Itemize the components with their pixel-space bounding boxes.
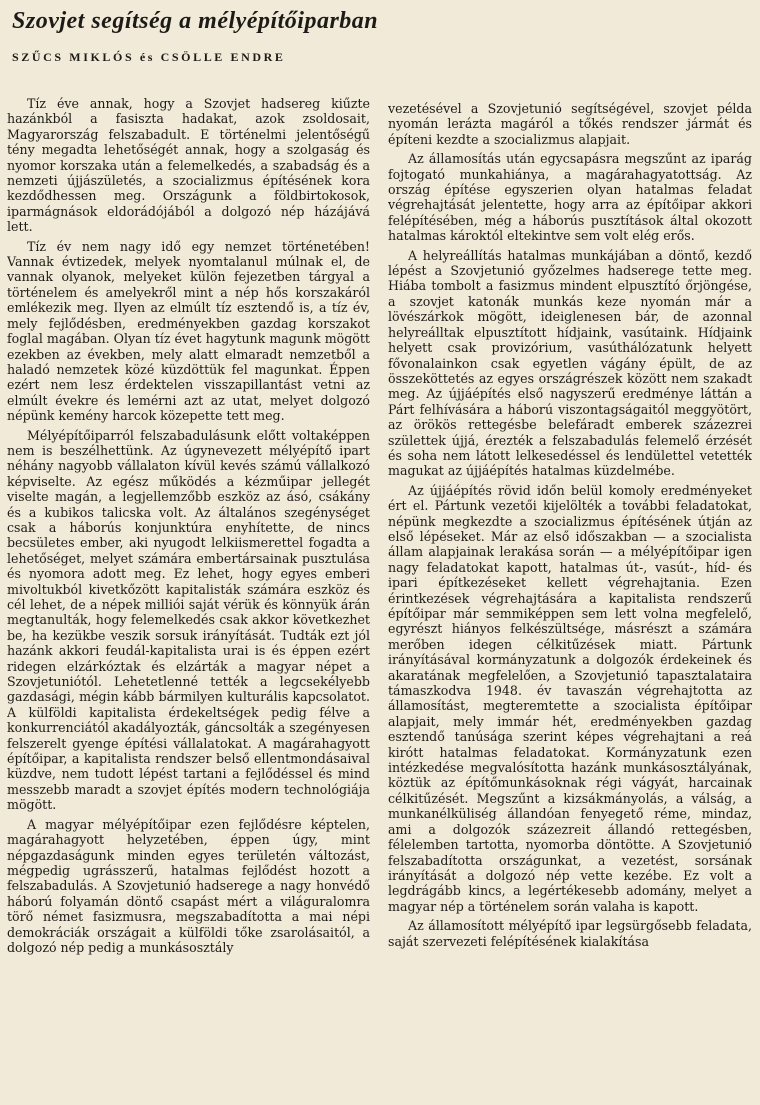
paragraph: A magyar mélyépítőipar ezen fejlődésre képtelen, magárahagyott helyzetében, éppen úgy, mint népgazdaságunk minden egyes területén változást, mégpedig ugrásszerű, hatalmas fejlődést hozott a felszabadulás. A Szovjetunió hadserege a nagy honvédő háború folyamán döntő csapást mért a világuralomra törő német fasizmusra, megszabadította a mai népi demokráciák országait a külföldi tőke zsarolásaitól, a dolgozó nép pedig a munkásosztály xyxy=(7,816,370,955)
article-title: Szovjet segítség a mélyépítőiparban xyxy=(12,8,379,34)
paragraph: Mélyépítőiparról felszabadulásunk előtt voltaképpen nem is beszélhettünk. Az úgynevezett mélyépítő ipart néhány nagyobb vállalaton kívül kevés számú vállalkozó képviselte. Az egész működés a kézműipar jellegét viselte magán, a legjellemzőbb eszköz az ásó, csákány és a kubikos talicska volt. Az általános szegénységet csak a háborús konjunktúra enyhítette, de nincs becsületes ember, aki nyugodt lelkiismerettel fogadta a lehetőséget, melyet számára embertársainak pusztulása és nyomora adott meg. Ez lehet, hogy egyes emberi mivoltukból kivetkőzött kapitalisták számára eszköz és cél lehet, de a népek milliói saját vérük és könnyük árán megtanulták, hogy felemelkedés csak akkor következhet be, ha kezükbe veszik sorsuk irányítását. Tudták ezt jól hazánk akkori feudál-kapitalista urai is és éppen ezért ridegen elzárkóztak és elzárták a magyar népet a Szovjetuniótól. Lehetetlenné tették a legcsekélyebb gazdasági, mégin kább bármilyen kulturális kapcsolatot. A külföldi kapitalista érdekeltségek pedig félve a konkurrenciától akadályozták, gáncsolták a szegényesen felszerelt gyenge építési vállalatokat. A magárahagyott építőipar, a kapitalista rendszer belső ellentmondásaival küzdve, nem tudott lépést tartani a fejlődéssel és mind messzebb maradt a szovjet építés modern technológiája mögött. xyxy=(7,427,370,813)
article-authors: SZŰCS MIKLÓS és CSÖLLE ENDRE xyxy=(12,50,286,64)
paragraph-continuation: vezetésével a Szovjetunió segítségével, szovjet példa nyomán lerázta magáról a tőkés rendszer jármát és építeni kezdte a szocializmus alapjait. xyxy=(388,101,752,147)
left-text-column xyxy=(7,96,370,1102)
paragraph: Tíz év nem nagy idő egy nemzet történetében! Vannak évtizedek, melyek nyomtalanul múlnak el, de vannak olyanok, melyeket külön fejezetben tárgyal a történelem és amelyekről mint a nép hős korszakáról emlékezik meg. Ilyen az elmúlt tíz esztendő is, a tíz év, mely fejlődésben, eredményekben gazdag korszakot foglal magában. Olyan tíz évet hagytunk magunk mögött ezekben az években, mely alatt elmaradt nemzetből a haladó nemzetek közé küzdöttük fel magunkat. Éppen ezért nem lesz érdektelen visszapillantást vetni az elmúlt évekre és lemérni azt az utat, melyet dolgozó népünk kemény harcok közepette tett meg. xyxy=(7,238,370,424)
paragraph: Az államosítás után egycsapásra megszűnt az iparág fojtogató munkahiánya, a magárahagyatottság. Az ország építése egyszerien olyan hatalmas feladat végrehajtását jelentette, hogy arra az építőipar akkori felépítésében, még a háborús pusztítások által okozott hatalmas károktól eltekintve sem volt elég erős. xyxy=(388,151,752,244)
right-text-column xyxy=(388,101,752,1102)
paragraph: A helyreállítás hatalmas munkájában a döntő, kezdő lépést a Szovjetunió győzelmes hadserege tette meg. Hiába tombolt a fasizmus mindent elpusztító őrjöngése, a szovjet katonák munkás keze nyomán már a lövészárkok mögött, ideiglenesen bár, de azonnal helyreálltak elpusztított hídjaink, vasútaink. Hídjaink helyett csak provizórium, vasúthálózatunk helyett fővonalainkon csak egyetlen vágány épült, de az összeköttetés az egyes országrészek között nem szakadt meg. Az újjáépítés első nagyszerű eredménye láttán a Párt felhívására a háború viszontagságaitól meggyötört, az örökös rettegésbe belefáradt emberek százezrei születtek újjá, érezték a felszabadulás felemelő érzését és soha nem látott lelkesedéssel és lendülettel vetették magukat az újjáépítés hatalmas küzdelmébe. xyxy=(388,247,752,479)
paragraph: Az újjáépítés rövid időn belül komoly eredményeket ért el. Pártunk vezetői kijelölték a további feladatokat, népünk megkezdte a szocializmus építésének útján az első lépéseket. Már az első időszakban — a szocialista állam alapjainak lerakása során — a mélyépítőipar igen nagy feladatokat kapott, hatalmas út-, vasút-, híd- és ipari építkezéseket kellett végrehajtania. Ezen érintkezések végrehajtására a kapitalista rendszerű építőipar már semmiképpen sem lett volna megfelelő, egyrészt hiányos felkészültsége, másrészt a számára merőben idegen célkitűzések miatt. Pártunk irányításával kormányzatunk a dolgozók érdekeinek és akaratának megfelelően, a Szovjetunió tapasztalataira támaszkodva 1948. év tavaszán végrehajtotta az államosítást, megteremtette a szocialista építőipar alapjait, mely immár hét, eredményekben gazdag esztendő tanúsága szerint képes végrehajtani a reá kirótt hatalmas feladatokat. Kormányzatunk ezen intézkedése megvalósította hazánk munkásosztályának, köztük az építőmunkásoknak régi vágyát, harcainak célkitűzését. Megszűnt a kizsákmányolás, a válság, a munkanélküliség állandóan fenyegető réme, mindaz, ami a dolgozók százezreit állandó rettegésben, félelemben tartotta, nyomorba döntötte. A Szovjetunió felszabadította országunkat, a vezetést, sorsának irányítását a dolgozó nép vette kezébe. Ez volt a legdrágább kincs, a legértékesebb adomány, melyet a magyar nép a történelem során valaha is kapott. xyxy=(388,482,752,914)
paragraph: Tíz éve annak, hogy a Szovjet hadsereg kiűzte hazánkból a fasiszta hadakat, azok zsoldosait, Magyarország felszabadult. E történelmi jelentőségű tény megadta lehetőségét annak, hogy a szolgaság és nyomor korszaka után a felemelkedés, a szabadság és a nemzeti újjászületés, a szocializmus építésének kora kezdődhessen meg. Országunk a földbirtokosok, iparmágnások eldorádójából a dolgozó nép házájává lett. xyxy=(7,96,370,235)
paragraph: Az államosított mélyépítő ipar legsürgősebb feladata, saját szervezeti felépítésének kialakítása xyxy=(388,918,752,949)
